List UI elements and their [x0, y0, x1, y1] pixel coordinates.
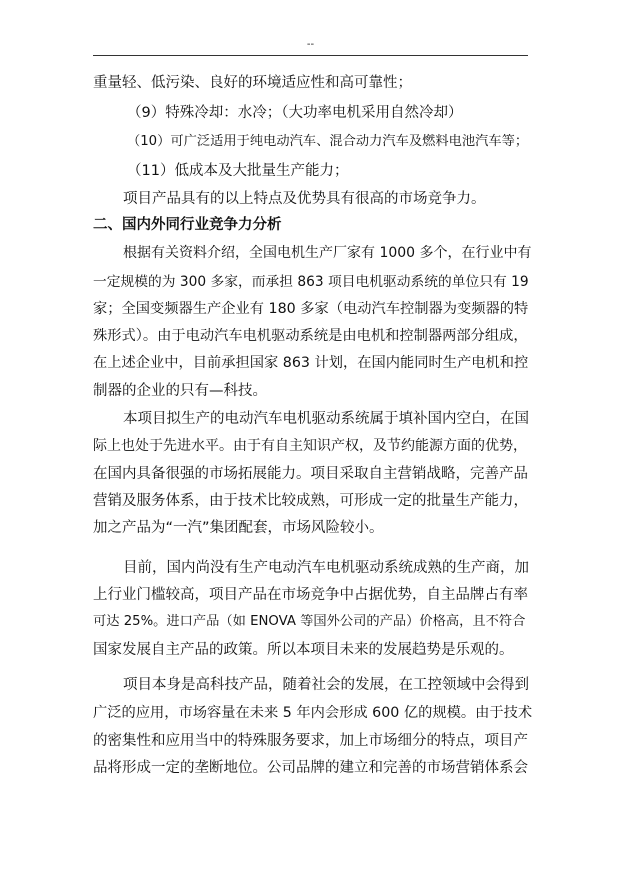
text-line: 殊形式）。由于电动汽车电机驱动系统是由电机和控制器两部分组成， [93, 328, 528, 344]
text-line: 营销及服务体系，由于技术比较成熟，可形成一定的批量生产能力， [93, 493, 528, 509]
text-line: 重量轻、低污染、良好的环境适应性和高可靠性； [93, 75, 412, 91]
text-line: 制器的企业的只有—科技。 [93, 383, 267, 399]
text-line: 家；全国变频器生产企业有 180 多家（电动汽车控制器为变频器的特 [93, 301, 529, 317]
header-rule [93, 55, 528, 56]
text-line: 根据有关资料介绍，全国电机生产厂家有 1000 多个，在行业中有 [123, 245, 532, 261]
list-item-9: （9）特殊冷却：水冷；（大功率电机采用自然冷却） [127, 105, 463, 121]
text-line: 的密集性和应用当中的特殊服务要求，加上市场细分的特点，项目产 [93, 733, 528, 749]
text-line: 际上也处于先进水平。由于有自主知识产权，及节约能源方面的优势， [93, 438, 527, 454]
text-line: 品将形成一定的垄断地位。公司品牌的建立和完善的市场营销体系会 [93, 760, 528, 776]
text-line: 上行业门槛较高，项目产品在市场竞争中占据优势，自主品牌占有率 [93, 587, 528, 603]
list-item-11: （11）低成本及大批量生产能力； [127, 163, 349, 179]
section-heading: 二、国内外同行业竞争力分析 [93, 217, 282, 233]
text-line: 项目产品具有的以上特点及优势具有很高的市场竞争力。 [123, 191, 486, 207]
text-line: 在国内具备很强的市场拓展能力。项目采取自主营销战略，完善产品 [93, 466, 528, 482]
list-item-10: （10）可广泛适用于纯电动汽车、混合动力汽车及燃料电池汽车等； [127, 134, 529, 149]
text-line: 目前，国内尚没有生产电动汽车电机驱动系统成熟的生产商，加 [123, 560, 529, 576]
text-line: 一定规模的为 300 多家，而承担 863 项目电机驱动系统的单位只有 19 [93, 274, 529, 290]
text-line: 本项目拟生产的电动汽车电机驱动系统属于填补国内空白，在国 [123, 411, 529, 427]
text-line: 在上述企业中，目前承担国家 863 计划，在国内能同时生产电机和控 [93, 355, 529, 371]
page-header-mark: -- [306, 39, 315, 50]
text-line: 项目本身是高科技产品，随着社会的发展，在工控领域中会得到 [123, 677, 529, 693]
text-line: 国家发展自主产品的政策。所以本项目未来的发展趋势是乐观的。 [93, 642, 514, 658]
text-line: 广泛的应用，市场容量在未来 5 年内会形成 600 亿的规模。由于技术 [93, 705, 533, 721]
text-line: 可达 25%。进口产品（如 ENOVA 等国外公司的产品）价格高，且不符合 [93, 614, 526, 629]
text-line: 加之产品为“一汽”集团配套，市场风险较小。 [93, 520, 384, 536]
